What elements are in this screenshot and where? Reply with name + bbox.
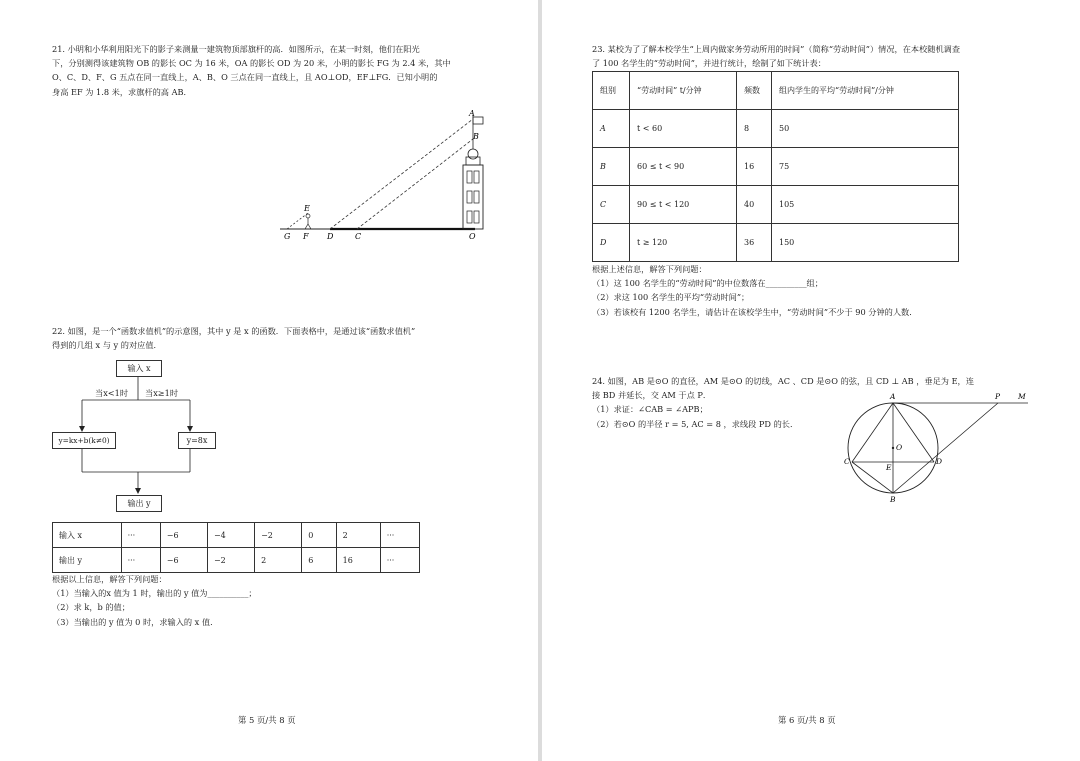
table-cell: 36 <box>737 224 772 262</box>
flow-output-label: 输出 y <box>127 499 151 508</box>
q21-line: 下，分别测得该建筑物 OB 的影长 OC 为 16 米，OA 的影长 OD 为 20 米，小明的影长 FG 为 2.4 米，其中 <box>52 58 451 69</box>
table-cell: 150 <box>772 224 959 262</box>
flow-cond-right: 当x≥1时 <box>145 388 179 398</box>
label-D: D <box>327 232 334 241</box>
page-5 <box>0 0 538 761</box>
q23-after-line: （1）这 100 名学生的“劳动时间”的中位数落在__________组； <box>592 278 823 289</box>
q22-after-line: （3）当输出的 y 值为 0 时，求输入的 x 值． <box>52 616 219 627</box>
flow-output-box <box>116 495 162 512</box>
q23-line: 23. 某校为了了解本校学生“上周内做家务劳动所用的时间”（简称“劳动时间”）情况，在本校随机调查 <box>592 44 961 54</box>
q22-after-line: （1）当输入的x 值为 1 时，输出的 y 值为__________； <box>52 588 257 599</box>
flow-func-left-label: y=kx+b(k≠0) <box>58 436 110 445</box>
table-cell: t ≥ 120 <box>630 224 737 262</box>
q24-line: （2）若⊙O 的半径 r = 5, AC = 8 ，求线段 PD 的长． <box>592 418 799 429</box>
label-A: A <box>890 392 896 401</box>
table-header-cell: 组内学生的平均“劳动时间”/分钟 <box>772 72 959 110</box>
table-cell: 16 <box>336 548 380 573</box>
table-header-cell: “劳动时间” t/分钟 <box>630 72 737 110</box>
q23-after-line: （3）若该校有 1200 名学生，请估计在该校学生中，“劳动时间”不少于 90 分钟的人数． <box>592 306 918 317</box>
table-cell: 2 <box>336 523 380 548</box>
table-cell: 8 <box>737 110 772 148</box>
flow-cond-left: 当x<1时 <box>95 388 129 398</box>
question-21-text <box>52 42 451 99</box>
table-cell: A <box>593 110 630 148</box>
table-cell: 60 ≤ t < 90 <box>630 148 737 186</box>
page-footer: 第 6 页/共 8 页 <box>778 715 836 725</box>
table-cell: 75 <box>772 148 959 186</box>
flow-func-left-box <box>52 432 116 449</box>
label-D: D <box>936 457 943 466</box>
flow-input-label: 输入 x <box>127 364 151 373</box>
q22-line: 得到的几组 x 与 y 的对应值． <box>52 340 162 351</box>
q22-after-line: （2）求 k，b 的值； <box>52 602 130 613</box>
table-cell: 105 <box>772 186 959 224</box>
table-cell: D <box>593 224 630 262</box>
question-22-text <box>52 324 415 352</box>
table-cell: 输出 y <box>53 548 122 573</box>
q23-after-line: （2）求这 100 名学生的平均“劳动时间”； <box>592 292 750 303</box>
table-cell: C <box>593 186 630 224</box>
table-row <box>593 148 959 186</box>
page-6 <box>542 0 1080 761</box>
q24-line: 接 BD 并延长，交 AM 于点 P． <box>592 390 712 401</box>
table-cell: ··· <box>121 548 160 573</box>
label-G: G <box>284 232 291 241</box>
page-footer: 第 5 页/共 8 页 <box>238 715 296 725</box>
q21-line: 21. 小明和小华利用阳光下的影子来测量一建筑物顶部旗杆的高．如图所示，在某一时刻，他们在阳光 <box>52 44 420 54</box>
q21-line: O、C、D、F、G 五点在同一直线上，A、B、O 三点在同一直线上，且 AO⊥OD，EF⊥FG．已知小明的 <box>52 72 438 83</box>
q22-value-table <box>52 522 420 573</box>
label-F: F <box>303 232 309 241</box>
table-cell: B <box>593 148 630 186</box>
table-cell: 0 <box>302 523 336 548</box>
flow-func-right-box <box>178 432 216 449</box>
label-A: A <box>469 109 475 118</box>
label-E: E <box>304 204 310 213</box>
table-cell: −6 <box>160 523 207 548</box>
question-21-figure <box>270 105 500 245</box>
q22-after-line: 根据以上信息，解答下列问题： <box>52 574 167 584</box>
q22-line: 22. 如图，是一个“函数求值机”的示意图，其中 y 是 x 的函数．下面表格中，是通过该“函数求值机” <box>52 326 416 336</box>
table-cell: 输入 x <box>53 523 122 548</box>
table-cell: 90 ≤ t < 120 <box>630 186 737 224</box>
table-header-row <box>593 72 959 110</box>
label-C: C <box>355 232 362 241</box>
table-row <box>593 186 959 224</box>
question-22-subquestions <box>52 572 257 629</box>
label-B: B <box>473 132 479 141</box>
q24-line: 24. 如图，AB 是⊙O 的直径，AM 是⊙O 的切线，AC 、CD 是⊙O 的弦，且 CD ⊥ AB ，垂足为 E，连 <box>592 376 974 386</box>
label-O: O <box>469 232 476 241</box>
question-23-text <box>592 42 960 70</box>
table-cell: 16 <box>737 148 772 186</box>
table-cell: ··· <box>380 548 419 573</box>
q23-stat-table <box>592 71 959 262</box>
q23-line: 了 100 名学生的“劳动时间”，并进行统计，绘制了如下统计表： <box>592 58 826 69</box>
table-cell: −4 <box>207 523 254 548</box>
question-24-figure <box>838 390 1038 505</box>
table-cell: ··· <box>121 523 160 548</box>
table-cell: −6 <box>160 548 207 573</box>
table-row <box>593 110 959 148</box>
table-cell: −2 <box>207 548 254 573</box>
table-cell: ··· <box>380 523 419 548</box>
flow-input-box <box>116 360 162 377</box>
label-C: C <box>844 457 850 466</box>
table-cell: 6 <box>302 548 336 573</box>
table-row <box>593 224 959 262</box>
label-M: M <box>1018 392 1026 401</box>
q24-line: （1）求证：∠CAB = ∠APB； <box>592 404 708 415</box>
table-cell: 50 <box>772 110 959 148</box>
label-E: E <box>886 463 892 472</box>
table-row <box>53 548 420 573</box>
table-header-cell: 组别 <box>593 72 630 110</box>
label-O: O <box>896 443 903 452</box>
label-P: P <box>995 392 1001 401</box>
table-row <box>53 523 420 548</box>
table-cell: 2 <box>255 548 302 573</box>
table-cell: −2 <box>255 523 302 548</box>
flow-func-right-label: y=8x <box>186 436 208 445</box>
table-header-cell: 频数 <box>737 72 772 110</box>
question-23-subquestions <box>592 262 917 319</box>
table-cell: 40 <box>737 186 772 224</box>
label-B: B <box>890 495 896 504</box>
q23-after-line: 根据上述信息，解答下列问题： <box>592 264 707 274</box>
q21-line: 身高 EF 为 1.8 米，求旗杆的高 AB． <box>52 86 192 97</box>
table-cell: t < 60 <box>630 110 737 148</box>
